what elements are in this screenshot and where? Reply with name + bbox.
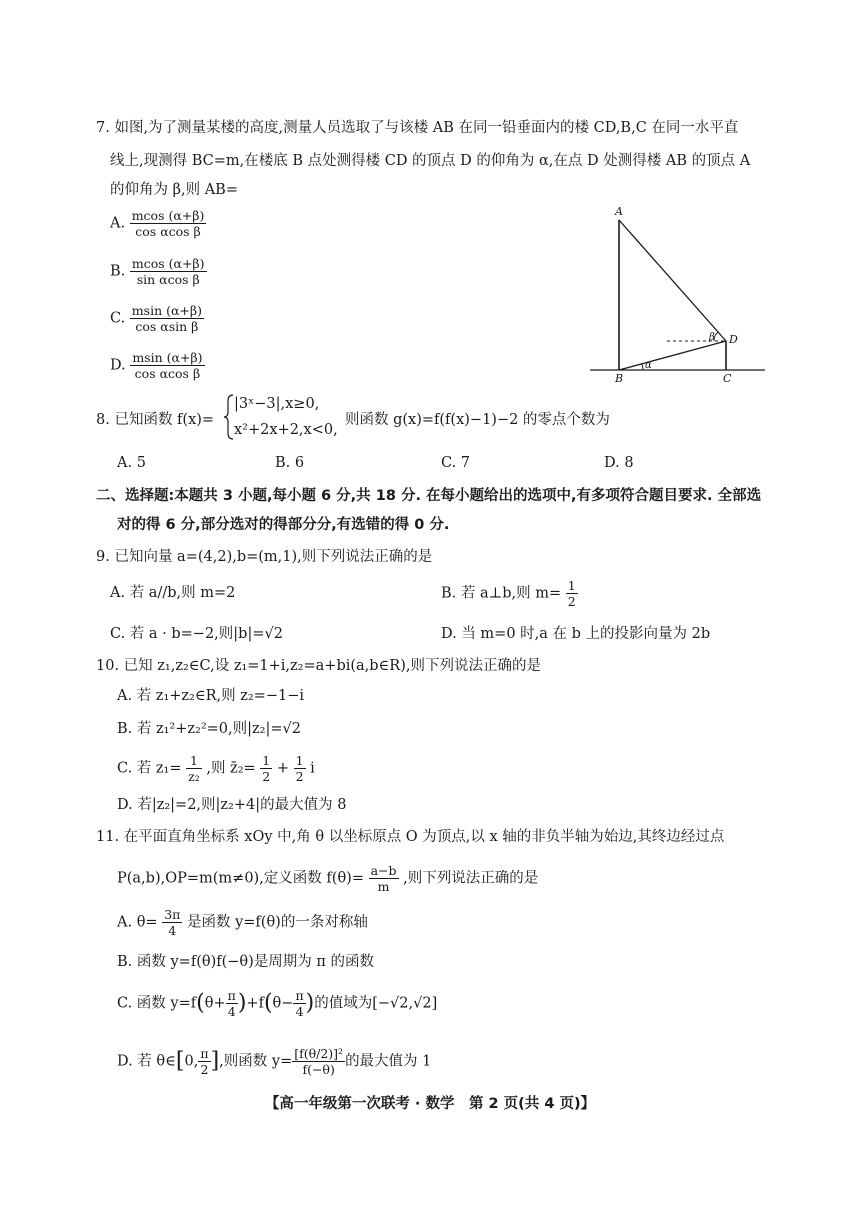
q8-case1: |3ˣ−3|,x≥0, (234, 396, 320, 412)
q10-option-d: D. 若|z₂|=2,则|z₂+4|的最大值为 8 (117, 797, 347, 813)
numerator: a−b (370, 863, 397, 878)
denominator: sin αcos β (136, 272, 200, 287)
denominator: 2 (200, 1062, 209, 1077)
denominator: 4 (168, 923, 177, 938)
q8-suffix: 则函数 g(x)=f(f(x)−1)−2 的零点个数为 (345, 412, 610, 428)
line-ad (619, 220, 726, 341)
paren: ( (196, 990, 205, 1016)
denominator: 4 (227, 1004, 236, 1019)
q10-option-a: A. 若 z₁+z₂∈R,则 z₂=−1−i (117, 688, 304, 704)
label-alpha: α (645, 360, 652, 371)
label-d: D (729, 333, 738, 346)
q11-stem-line1: 11. 在平面直角坐标系 xOy 中,角 θ 以坐标原点 O 为顶点,以 x 轴的非负半轴为始边,其终边经过点 (96, 829, 725, 845)
numerator: msin (α+β) (132, 350, 203, 365)
option-text: θ− (272, 995, 294, 1012)
q8-option-a: A. 5 (117, 455, 146, 471)
option-text: C. 若 z₁= (117, 760, 182, 777)
q11-option-d (117, 1046, 431, 1077)
numerator: mcos (α+β) (131, 208, 205, 223)
denominator: 2 (567, 594, 576, 609)
q7-stem-line1: 7. 如图,为了测量某楼的高度,测量人员选取了与该楼 AB 在同一铅垂面内的楼 CD,B,C 在同一水平直 (96, 120, 739, 136)
numerator: π (295, 988, 304, 1003)
denominator: 2 (295, 769, 304, 784)
denominator: cos αcos β (135, 224, 201, 239)
numerator: [f(θ/2)]² (294, 1046, 344, 1061)
alpha-arc (642, 364, 643, 370)
option-text: C. 函数 y=f (117, 995, 197, 1012)
numerator: 1 (567, 578, 576, 593)
q9-option-d: D. 当 m=0 时,a 在 b 上的投影向量为 2b (441, 626, 711, 642)
section2-header-line2: 对的得 6 分,部分选对的得部分分,有选错的得 0 分. (117, 517, 450, 533)
option-text: 的最大值为 1 (345, 1053, 432, 1070)
q8-prefix: 8. 已知函数 f(x)= (96, 412, 215, 428)
denominator: 2 (262, 769, 271, 784)
option-text: ,则 z̄₂= (206, 760, 256, 777)
q9-stem: 9. 已知向量 a=(4,2),b=(m,1),则下列说法正确的是 (96, 549, 433, 565)
numerator: msin (α+β) (131, 303, 202, 318)
q7-stem-line2: 线上,现测得 BC=m,在楼底 B 点处测得楼 CD 的顶点 D 的仰角为 α,在点 D 处测得楼 AB 的顶点 A (110, 153, 751, 169)
numerator: π (227, 988, 236, 1003)
option-letter: C. (110, 310, 126, 327)
option-letter: A. (110, 215, 126, 232)
denominator: cos αcos β (134, 366, 201, 381)
option-text: 0, (184, 1053, 199, 1070)
page-footer: 【高一年级第一次联考 · 数学 第 2 页(共 4 页)】 (264, 1096, 596, 1112)
fraction (130, 208, 207, 239)
label-c: C (723, 372, 732, 385)
numerator: 3π (164, 907, 181, 922)
q7-option-a (110, 208, 206, 239)
q8-option-b: B. 6 (275, 455, 305, 471)
label-beta: β (709, 332, 715, 343)
paren: ( (263, 990, 273, 1016)
fraction (130, 350, 204, 381)
fraction (566, 578, 578, 609)
fraction (198, 1046, 210, 1077)
q8-option-c: C. 7 (441, 455, 471, 471)
plus-sign: + (276, 760, 289, 777)
paren: ) (237, 990, 247, 1016)
q11-option-a (117, 907, 368, 938)
denominator: cos αsin β (135, 319, 199, 334)
label-a: A (615, 205, 623, 218)
label-b: B (615, 372, 624, 385)
fraction (369, 863, 399, 894)
option-text: 是函数 y=f(θ)的一条对称轴 (186, 914, 368, 931)
fraction (130, 303, 204, 334)
q7-stem-line3: 的仰角为 β,则 AB= (110, 182, 238, 198)
q7-option-d (110, 350, 205, 381)
q7-option-b (110, 256, 207, 287)
fraction (226, 988, 238, 1019)
q10-option-b: B. 若 z₁²+z₂²=0,则|z₂|=√2 (117, 721, 301, 737)
option-text: ,则函数 y= (219, 1053, 293, 1070)
fraction (260, 753, 272, 784)
bracket: [ (175, 1048, 185, 1074)
fraction (130, 256, 207, 287)
option-text: θ+ (204, 995, 226, 1012)
section2-header-line1: 二、选择题:本题共 3 小题,每小题 6 分,共 18 分. 在每小题给出的选项中,有多项符合题目要求. 全部选 (96, 488, 762, 504)
denominator: f(−θ) (302, 1062, 335, 1077)
q11-stem-line2 (117, 863, 538, 894)
option-text: A. θ= (117, 914, 158, 931)
fraction (186, 753, 202, 784)
fraction (162, 907, 182, 938)
numerator: 1 (186, 753, 202, 769)
q10-option-c (117, 753, 315, 784)
denominator: 4 (295, 1004, 304, 1019)
q8-case2: x²+2x+2,x<0, (234, 422, 338, 438)
q11-option-b: B. 函数 y=f(θ)f(−θ)是周期为 π 的函数 (117, 954, 375, 970)
bracket: ] (210, 1048, 220, 1074)
stem-text: ,则下列说法正确的是 (403, 870, 539, 887)
q8-option-d: D. 8 (604, 455, 634, 471)
q10-stem: 10. 已知 z₁,z₂∈C,设 z₁=1+i,z₂=a+bi(a,b∈R),则下列说法正确的是 (96, 658, 541, 674)
numerator: π (200, 1046, 209, 1061)
option-text: B. 若 a⊥b,则 m= (441, 585, 562, 602)
stem-text: P(a,b),OP=m(m≠0),定义函数 f(θ)= (117, 870, 364, 887)
q9-option-a: A. 若 a//b,则 m=2 (110, 585, 236, 601)
denominator: m (377, 879, 390, 894)
numerator: 1 (262, 753, 271, 768)
line-bd (619, 341, 726, 370)
numerator: 1 (295, 753, 304, 768)
q7-building-figure (585, 200, 770, 385)
q9-option-c: C. 若 a · b=−2,则|b|=√2 (110, 626, 283, 642)
imaginary-unit: i (310, 760, 315, 777)
option-text: D. 若 θ∈ (117, 1053, 176, 1070)
denominator: z₂ (188, 769, 200, 784)
numerator: mcos (α+β) (131, 256, 205, 271)
option-letter: D. (110, 357, 126, 374)
fraction (293, 988, 305, 1019)
option-text: +f (246, 995, 264, 1012)
option-text: 的值域为[−√2,√2] (314, 995, 438, 1012)
paren: ) (305, 990, 315, 1016)
fraction (294, 753, 306, 784)
q9-option-b (441, 578, 578, 609)
fraction (292, 1046, 345, 1077)
q8-brace (224, 394, 234, 440)
q7-option-c (110, 303, 204, 334)
q11-option-c (117, 988, 437, 1019)
option-letter: B. (110, 263, 126, 280)
